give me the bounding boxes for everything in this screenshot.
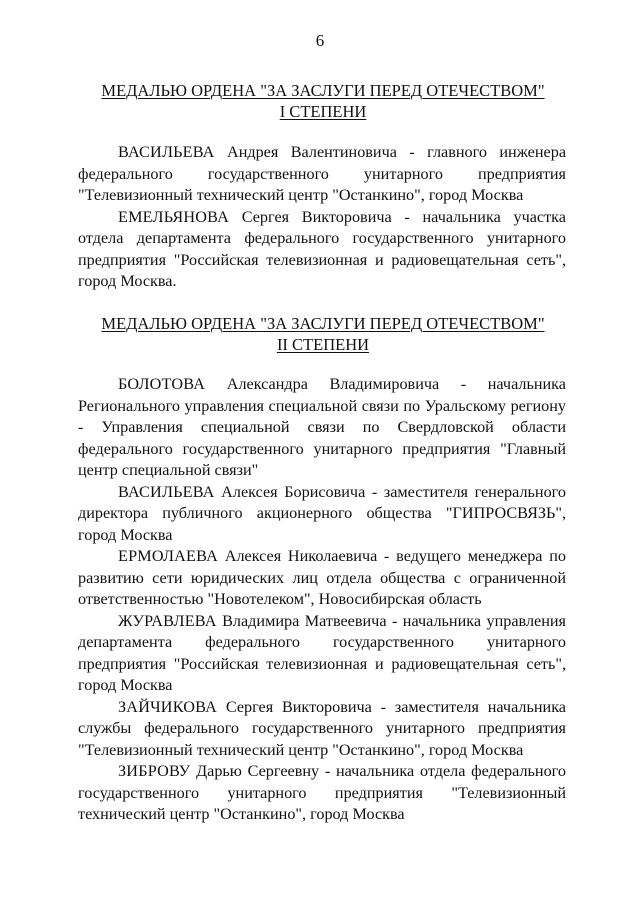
awardee-details: Алексея Николаевича - ведущего менеджера по развитию сети юридических лиц отдела общества с ограниченной ответственностью "Новотелеком", Новосибирская область bbox=[78, 547, 566, 608]
awardee-surname: ВАСИЛЬЕВА bbox=[118, 143, 215, 161]
awardee-surname: ВАСИЛЬЕВА bbox=[118, 482, 215, 501]
section-heading-line: МЕДАЛЬЮ ОРДЕНА "ЗА ЗАСЛУГИ ПЕРЕД ОТЕЧЕСТВОМ" bbox=[101, 314, 545, 333]
award-entry bbox=[78, 611, 566, 697]
awardee-surname: ЕРМОЛАЕВА bbox=[118, 547, 218, 565]
section-heading-degree: I СТЕПЕНИ bbox=[279, 102, 367, 121]
page-number: 6 bbox=[315, 31, 325, 50]
awardee-details: Алексея Борисовича - заместителя генерального директора публичного акционерного общества "ГИПРОСВЯЗЬ", город Москва bbox=[78, 482, 566, 544]
award-entry bbox=[78, 482, 566, 547]
section-heading-degree-2 bbox=[78, 313, 568, 355]
awardee-details: Дарью Сергеевну - начальника отдела федерального государственного унитарного предприятия "Телевизионный технический центр "Останкино", город Москва bbox=[78, 762, 566, 823]
award-list-degree-2 bbox=[78, 374, 566, 826]
award-entry bbox=[78, 697, 566, 762]
awardee-surname: ЗИБРОВУ bbox=[118, 762, 191, 780]
award-entry bbox=[78, 546, 566, 611]
section-heading-degree: II СТЕПЕНИ bbox=[276, 335, 370, 354]
awardee-details: Андрея Валентиновича - главного инженера федерального государственного унитарного предприятия "Телевизионный технический центр "Останкино", город Москва bbox=[78, 143, 566, 204]
awardee-details: Сергея Викторовича - заместителя начальника службы федерального государственного унитарного предприятия "Телевизионный технический центр "Останкино", город Москва bbox=[78, 697, 566, 759]
award-list-degree-1 bbox=[78, 142, 566, 293]
award-entry bbox=[78, 207, 566, 293]
award-entry bbox=[78, 374, 566, 482]
awardee-surname: ЗАЙЧИКОВА bbox=[118, 697, 218, 716]
awardee-surname: ЖУРАВЛЕВА bbox=[118, 611, 217, 630]
award-entry bbox=[78, 142, 566, 207]
awardee-surname: БОЛОТОВА bbox=[118, 375, 206, 393]
section-heading-line: МЕДАЛЬЮ ОРДЕНА "ЗА ЗАСЛУГИ ПЕРЕД ОТЕЧЕСТВОМ" bbox=[101, 81, 545, 100]
section-heading-degree-1 bbox=[78, 80, 568, 122]
awardee-details: Александра Владимировича - начальника Регионального управления специальной связи по Уральскому региону - Управления специальной связи по Свердловской области федерального государственного унитарного предприятия "Главный центр специальной связи" bbox=[78, 375, 566, 479]
awardee-details: Владимира Матвеевича - начальника управления департамента федерального государственного унитарного предприятия "Российская телевизионная и радиовещательная сеть", город Москва bbox=[78, 611, 566, 694]
awardee-surname: ЕМЕЛЬЯНОВА bbox=[118, 207, 230, 226]
award-entry bbox=[78, 761, 566, 826]
awardee-details: Сергея Викторовича - начальника участка отдела департамента федерального государственного унитарного предприятия "Российская телевизионная и радиовещательная сеть", город Москва. bbox=[78, 207, 566, 290]
